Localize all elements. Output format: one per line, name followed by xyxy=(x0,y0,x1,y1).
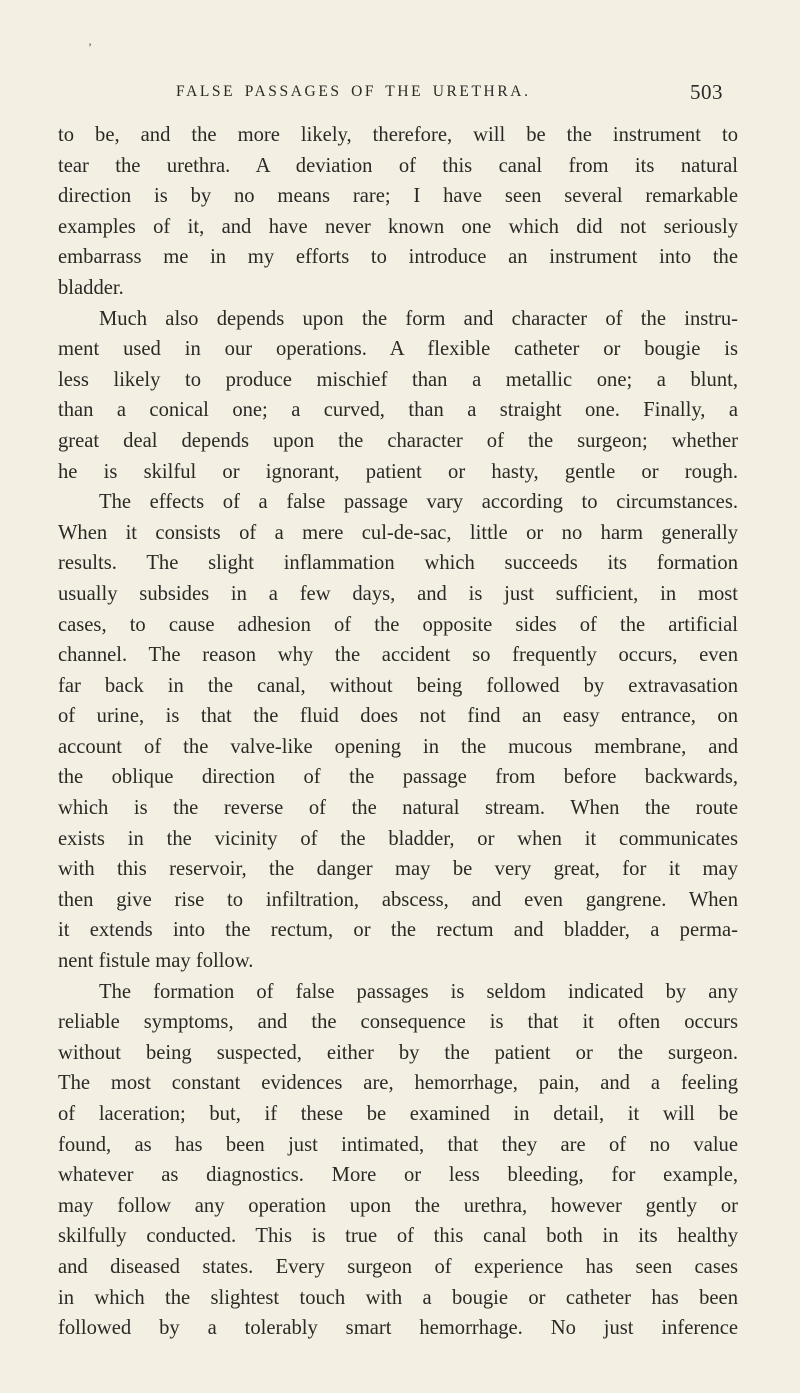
text-line: he is skilful or ignorant, patient or hasty, gentle or rough. xyxy=(58,460,738,483)
text-line: reliable symptoms, and the consequence is that it often occurs xyxy=(58,1011,738,1034)
text-line: results. The slight inflammation which succeeds its formation xyxy=(58,552,738,575)
stray-mark: ’ xyxy=(88,40,92,54)
text-line: When it consists of a mere cul-de-sac, little or no harm generally xyxy=(58,521,738,544)
text-line: Much also depends upon the form and character of the instru- xyxy=(99,307,738,330)
text-line: examples of it, and have never known one which did not seriously xyxy=(58,215,738,238)
text-line: of laceration; but, if these be examined in detail, it will be xyxy=(58,1103,738,1125)
text-line: with this reservoir, the danger may be very great, for it may xyxy=(58,858,738,881)
text-line: account of the valve-like opening in the mucous membrane, and xyxy=(58,735,738,758)
text-line: less likely to produce mischief than a metallic one; a blunt, xyxy=(58,368,738,391)
text-line: without being suspected, either by the patient or the surgeon. xyxy=(58,1041,738,1064)
text-line: found, as has been just intimated, that they are of no value xyxy=(58,1133,738,1156)
text-line: in which the slightest touch with a bougie or catheter has been xyxy=(58,1286,738,1309)
text-line: cases, to cause adhesion of the opposite sides of the artificial xyxy=(58,613,738,636)
text-line: channel. The reason why the accident so frequently occurs, even xyxy=(58,644,738,667)
text-line: great deal depends upon the character of the surgeon; whether xyxy=(58,429,738,452)
text-line: may follow any operation upon the urethra, however gently or xyxy=(58,1194,738,1217)
text-line: bladder. xyxy=(58,276,124,299)
text-line: tear the urethra. A deviation of this canal from its natural xyxy=(58,154,738,177)
text-line: far back in the canal, without being followed by extravasation xyxy=(58,674,738,697)
text-line: whatever as diagnostics. More or less bleeding, for example, xyxy=(58,1164,738,1187)
body-text xyxy=(58,120,738,1344)
text-line: skilfully conducted. This is true of this canal both in its healthy xyxy=(58,1225,738,1248)
text-line: ment used in our operations. A flexible catheter or bougie is xyxy=(58,338,738,361)
text-line: direction is by no means rare; I have seen several remarkable xyxy=(58,185,738,208)
text-line: the oblique direction of the passage from before backwards, xyxy=(58,766,738,789)
text-line: it extends into the rectum, or the rectum and bladder, a perma- xyxy=(58,919,738,942)
text-line: The effects of a false passage vary according to circumstances. xyxy=(99,491,738,514)
text-line: usually subsides in a few days, and is just sufficient, in most xyxy=(58,582,738,605)
text-line: and diseased states. Every surgeon of experience has seen cases xyxy=(58,1255,738,1278)
text-line: nent fistule may follow. xyxy=(58,950,254,973)
text-line: exists in the vicinity of the bladder, or when it communicates xyxy=(58,827,738,850)
text-line: embarrass me in my efforts to introduce an instrument into the xyxy=(58,246,738,269)
text-line: then give rise to infiltration, abscess, and even gangrene. When xyxy=(58,888,738,911)
page-number: 503 xyxy=(690,80,723,104)
text-line: The most constant evidences are, hemorrhage, pain, and a feeling xyxy=(58,1072,738,1095)
text-line: of urine, is that the fluid does not find an easy entrance, on xyxy=(58,705,738,728)
text-line: than a conical one; a curved, than a straight one. Finally, a xyxy=(58,399,738,422)
text-line: The formation of false passages is seldom indicated by any xyxy=(99,980,738,1003)
text-line: which is the reverse of the natural stream. When the route xyxy=(58,797,738,820)
page-header xyxy=(0,80,800,107)
text-line: followed by a tolerably smart hemorrhage. No just inference xyxy=(58,1317,738,1340)
running-title: FALSE PASSAGES OF THE URETHRA. xyxy=(176,83,531,100)
text-line: to be, and the more likely, therefore, will be the instrument to xyxy=(58,124,738,146)
